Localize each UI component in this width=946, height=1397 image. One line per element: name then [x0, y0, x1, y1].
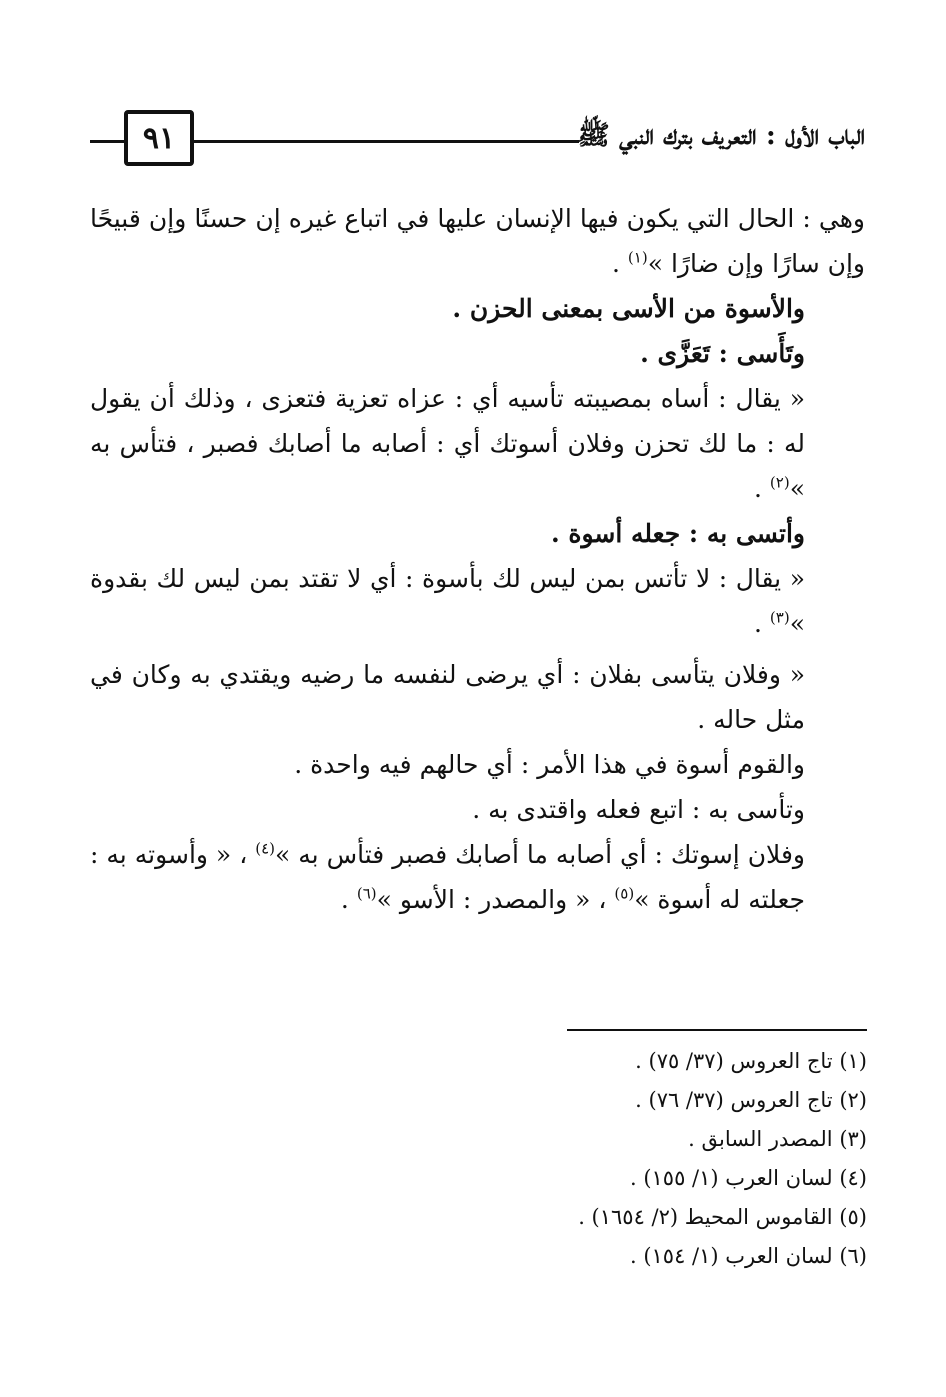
paragraph-1-end: . — [612, 249, 628, 278]
paragraph-10-text-c: ، « والمصدر : الأسو » — [376, 885, 615, 914]
page-number-box — [124, 110, 194, 166]
page-number: ٩١ — [142, 120, 176, 156]
footnote-ref-4: (٤) — [255, 839, 276, 858]
footnote-ref-3: (٣) — [769, 608, 790, 627]
running-title: الباب الأول : التعريف بترك النبي ﷺ — [577, 120, 865, 151]
footnote-5: (٥) القاموس المحيط (٢/ ١٦٥٤) . — [578, 1205, 867, 1229]
paragraph-1-text: وهي : الحال التي يكون فيها الإنسان عليها في اتباع غيره إن حسنًا وإن قبيحًا وإن سارًا وإن ضارًا » — [90, 204, 865, 278]
footnote-2: (٢) تاج العروس (٣٧/ ٧٦) . — [635, 1088, 867, 1112]
paragraph-8: والقوم أسوة في هذا الأمر : أي حالهم فيه واحدة . — [294, 750, 805, 779]
footnote-separator — [567, 1029, 867, 1031]
paragraph-6-text: « يقال : لا تأتس بمن ليس لك بأسوة : أي لا تقتد بمن ليس لك بقدوة » — [90, 564, 805, 638]
paragraph-4-end: . — [754, 474, 770, 503]
paragraph-10 — [90, 832, 865, 922]
footnotes — [367, 1042, 867, 1276]
page-header — [90, 96, 865, 168]
paragraph-4 — [90, 376, 865, 511]
paragraph-6 — [90, 556, 865, 646]
header-rule — [194, 140, 579, 143]
paragraph-10-text-b: ، « وأسوته به : جعلته له أسوة » — [90, 840, 805, 914]
footnote-4: (٤) لسان العرب (١/ ١٥٥) . — [629, 1166, 867, 1190]
paragraph-5: وأتسى به : جعله أسوة . — [550, 519, 805, 548]
paragraph-6-end: . — [754, 609, 770, 638]
paragraph-10-text-a: وفلان إسوتك : أي أصابه ما أصابك فصبر فتأس به » — [275, 840, 805, 869]
paragraph-7: « وفلان يتأسى بفلان : أي يرضى لنفسه ما رضيه ويقتدي به وكان في مثل حاله . — [90, 660, 805, 734]
paragraph-1 — [90, 196, 865, 286]
paragraph-10-end: . — [340, 885, 357, 914]
footnote-1: (١) تاج العروس (٣٧/ ٧٥) . — [635, 1049, 867, 1073]
main-text — [90, 196, 865, 922]
footnote-ref-2: (٢) — [769, 473, 790, 492]
paragraph-9: وتأسى به : اتبع فعله واقتدى به . — [472, 795, 805, 824]
footnote-ref-5: (٥) — [614, 884, 635, 903]
footnote-6: (٦) لسان العرب (١/ ١٥٤) . — [629, 1244, 867, 1268]
paragraph-2: والأسوة من الأسى بمعنى الحزن . — [452, 294, 805, 323]
footnote-3: (٣) المصدر السابق . — [688, 1127, 867, 1151]
footnote-ref-6: (٦) — [356, 884, 377, 903]
header-rule-left — [90, 140, 124, 143]
paragraph-4-text: « يقال : أساه بمصيبته تأسيه أي : عزاه تعزية فتعزى ، وذلك أن يقول له : ما لك تحزن وفلان أسوتك أي : أصابه ما أصابك فصبر ، فتأس به » — [90, 384, 805, 503]
footnote-ref-1: (١) — [627, 248, 648, 267]
paragraph-3: وتَأَسى : تَعَزَّى . — [640, 339, 805, 368]
